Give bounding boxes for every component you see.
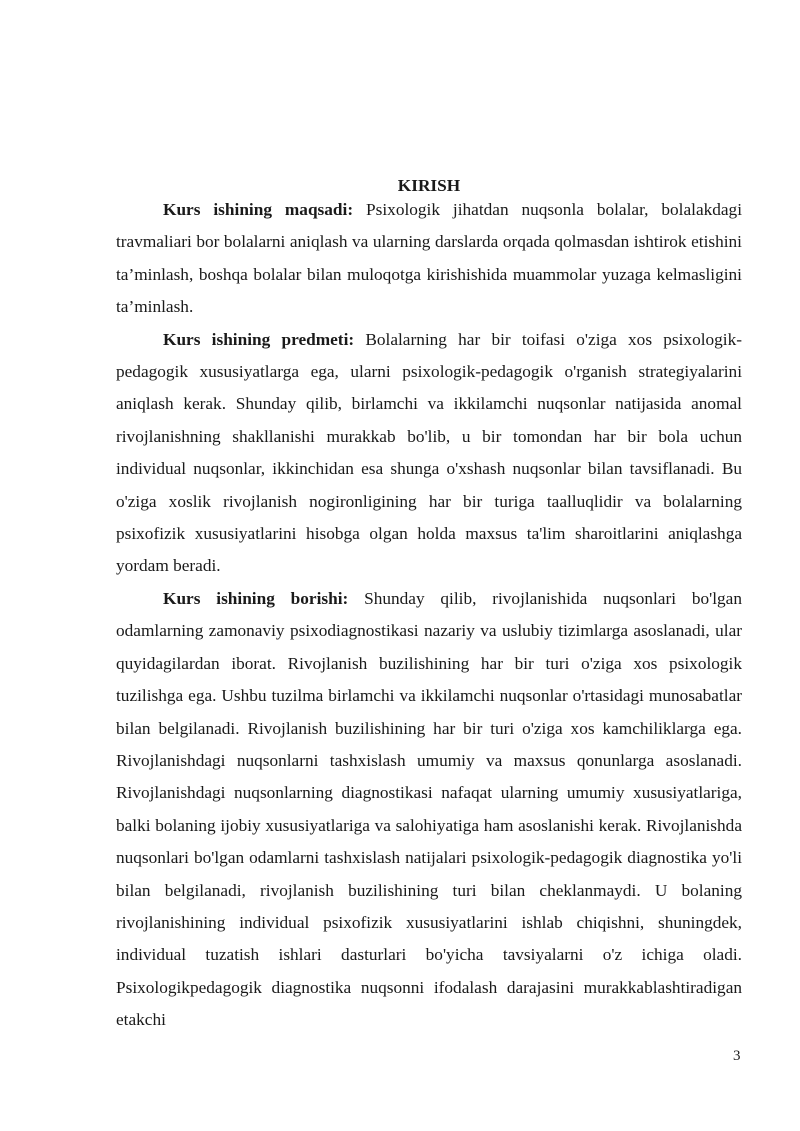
document-page xyxy=(116,174,742,1037)
page-number: 3 xyxy=(733,1048,741,1064)
paragraph-progress xyxy=(116,583,742,1037)
section-title: KIRISH xyxy=(397,176,461,195)
paragraph-lead: Kurs ishining maqsadi: xyxy=(163,200,354,219)
paragraph-text: Bolalarning har bir toifasi o'ziga xos psixologik-pedagogik xususiyatlarga ega, ularni psixologik-pedagogik o'rganish strategiyalarini aniqlash kerak. Shunday qilib, birlamchi va ikkilamchi nuqsonlar natijasida anomal rivojlanishning shakllanishi murakkab bo'lib, u bir tomondan har bir bola uchun individual nuqsonlar, ikkinchidan esa shunga o'xshash nuqsonlar bilan tavsiflanadi. Bu o'ziga xoslik rivojlanish nogironligining har bir turiga taalluqlidir va bolalarning psixofizik xususiyatlarini hisobga olgan holda maxsus ta'lim sharoitlarini aniqlashga yordam beradi. xyxy=(116,329,742,576)
paragraph-text: Psixologik jihatdan nuqsonla bolalar, bolalakdagi travmaliari bor bolalarni aniqlash va ularning darslarda orqada qolmasdan ishtirok etishini ta’minlash, boshqa bolalar bilan muloqotga kirishishida muammolar yuzaga kelmasligini ta’minlash. xyxy=(116,200,743,317)
paragraph-lead: Kurs ishining borishi: xyxy=(163,588,349,608)
paragraph-subject xyxy=(116,324,742,583)
paragraph-text: Shunday qilib, rivojlanishida nuqsonlari bo'lgan odamlarning zamonaviy psixodiagnostikasi nazariy va uslubiy tizimlarga asoslanadi, ular quyidagilardan iborat. Rivojlanish buzilishining har bir turi o'ziga xos psixologik tuzilishga ega. Ushbu tuzilma birlamchi va ikkilamchi nuqsonlar o'rtasidagi munosabatlar bilan belgilanadi. Rivojlanish buzilishining har bir turi o'ziga xos kamchiliklarga ega. Rivojlanishdagi nuqsonlarni tashxislash umumiy va maxsus qonunlarga asoslanadi. Rivojlanishdagi nuqsonlarning diagnostikasi nafaqat ularning umumiy xususiyatlariga, balki bolaning ijobiy xususiyatlariga va salohiyatiga ham asoslanishi kerak. Rivojlanishda nuqsonlari bo'lgan odamlarni tashxislash natijalari psixologik-pedagogik diagnostika yo'li bilan belgilanadi, rivojlanish buzilishining turi bilan cheklanmaydi. U bolaning rivojlanishining individual psixofizik xususiyatlarini ishlab chiqishni, shuningdek, individual tuzatish ishlari dasturlari bo'yicha tavsiyalarni o'z ichiga oladi. Psixologikpedagogik diagnostika nuqsonni ifodalash darajasini murakkablashtiradigan etakchi xyxy=(116,588,742,1030)
paragraph-goal xyxy=(116,194,742,324)
paragraph-lead: Kurs ishining predmeti: xyxy=(163,329,355,349)
